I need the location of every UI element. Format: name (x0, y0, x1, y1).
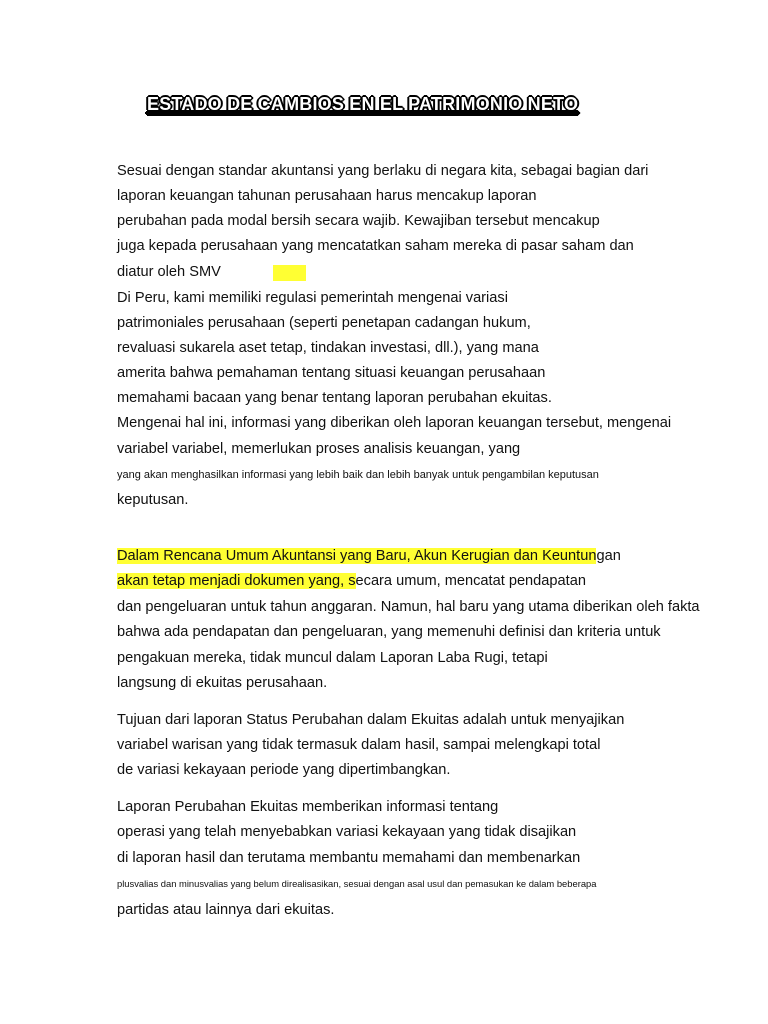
paragraph-line: bahwa ada pendapatan dan pengeluaran, yang memenuhi definisi dan kriteria untuk (117, 624, 661, 640)
paragraph-line: amerita bahwa pemahaman tentang situasi keuangan perusahaan (117, 365, 546, 381)
paragraph-line: laporan keuangan tahunan perusahaan harus mencakup laporan (117, 188, 537, 204)
paragraph-line: di laporan hasil dan terutama membantu memahami dan membenarkan (117, 850, 581, 866)
paragraph-line: Laporan Perubahan Ekuitas memberikan informasi tentang (117, 799, 499, 815)
paragraph-line: langsung di ekuitas perusahaan. (117, 675, 328, 691)
paragraph-line-tiny: plusvalias dan minusvalias yang belum direalisasikan, sesuai dengan asal usul dan pemasukan ke dalam beberapa (117, 878, 597, 889)
highlight-mark (273, 265, 306, 281)
paragraph-line-highlighted (117, 547, 621, 565)
paragraph-line: Sesuai dengan standar akuntansi yang berlaku di negara kita, sebagai bagian dari (117, 163, 649, 179)
paragraph-line: Tujuan dari laporan Status Perubahan dalam Ekuitas adalah untuk menyajikan (117, 712, 625, 728)
paragraph-line: keputusan. (117, 492, 189, 508)
paragraph-line: variabel variabel, memerlukan proses analisis keuangan, yang (117, 441, 521, 457)
text-continuation: gan (596, 548, 621, 564)
highlighted-text: Dalam Rencana Umum Akuntansi yang Baru, Akun Kerugian dan Keuntun (117, 548, 597, 564)
paragraph-line: de variasi kekayaan periode yang dipertimbangkan. (117, 762, 451, 778)
highlighted-text: akan tetap menjadi dokumen yang, s (117, 573, 356, 589)
paragraph-line: revaluasi sukarela aset tetap, tindakan investasi, dll.), yang mana (117, 340, 539, 356)
paragraph-line: Di Peru, kami memiliki regulasi pemerintah mengenai variasi (117, 290, 508, 306)
document-title: ESTADO DE CAMBIOS EN EL PATRIMONIO NETO (147, 94, 579, 114)
paragraph-line: pengakuan mereka, tidak muncul dalam Laporan Laba Rugi, tetapi (117, 650, 548, 666)
paragraph-line-highlighted (117, 572, 586, 590)
paragraph-line: diatur oleh SMV (117, 264, 221, 280)
paragraph-line: patrimoniales perusahaan (seperti penetapan cadangan hukum, (117, 315, 531, 331)
paragraph-line-small: yang akan menghasilkan informasi yang lebih baik dan lebih banyak untuk pengambilan keputusan (117, 469, 599, 481)
paragraph-line: Mengenai hal ini, informasi yang diberikan oleh laporan keuangan tersebut, mengenai (117, 415, 672, 431)
paragraph-line: perubahan pada modal bersih secara wajib. Kewajiban tersebut mencakup (117, 213, 600, 229)
text-continuation: ecara umum, mencatat pendapatan (355, 573, 586, 589)
paragraph-line: memahami bacaan yang benar tentang laporan perubahan ekuitas. (117, 390, 552, 406)
paragraph-line: variabel warisan yang tidak termasuk dalam hasil, sampai melengkapi total (117, 737, 601, 753)
paragraph-line: dan pengeluaran untuk tahun anggaran. Namun, hal baru yang utama diberikan oleh fakta (117, 599, 700, 615)
paragraph-line: juga kepada perusahaan yang mencatatkan saham mereka di pasar saham dan (117, 238, 634, 254)
paragraph-line: operasi yang telah menyebabkan variasi kekayaan yang tidak disajikan (117, 824, 577, 840)
paragraph-line: partidas atau lainnya dari ekuitas. (117, 902, 335, 918)
